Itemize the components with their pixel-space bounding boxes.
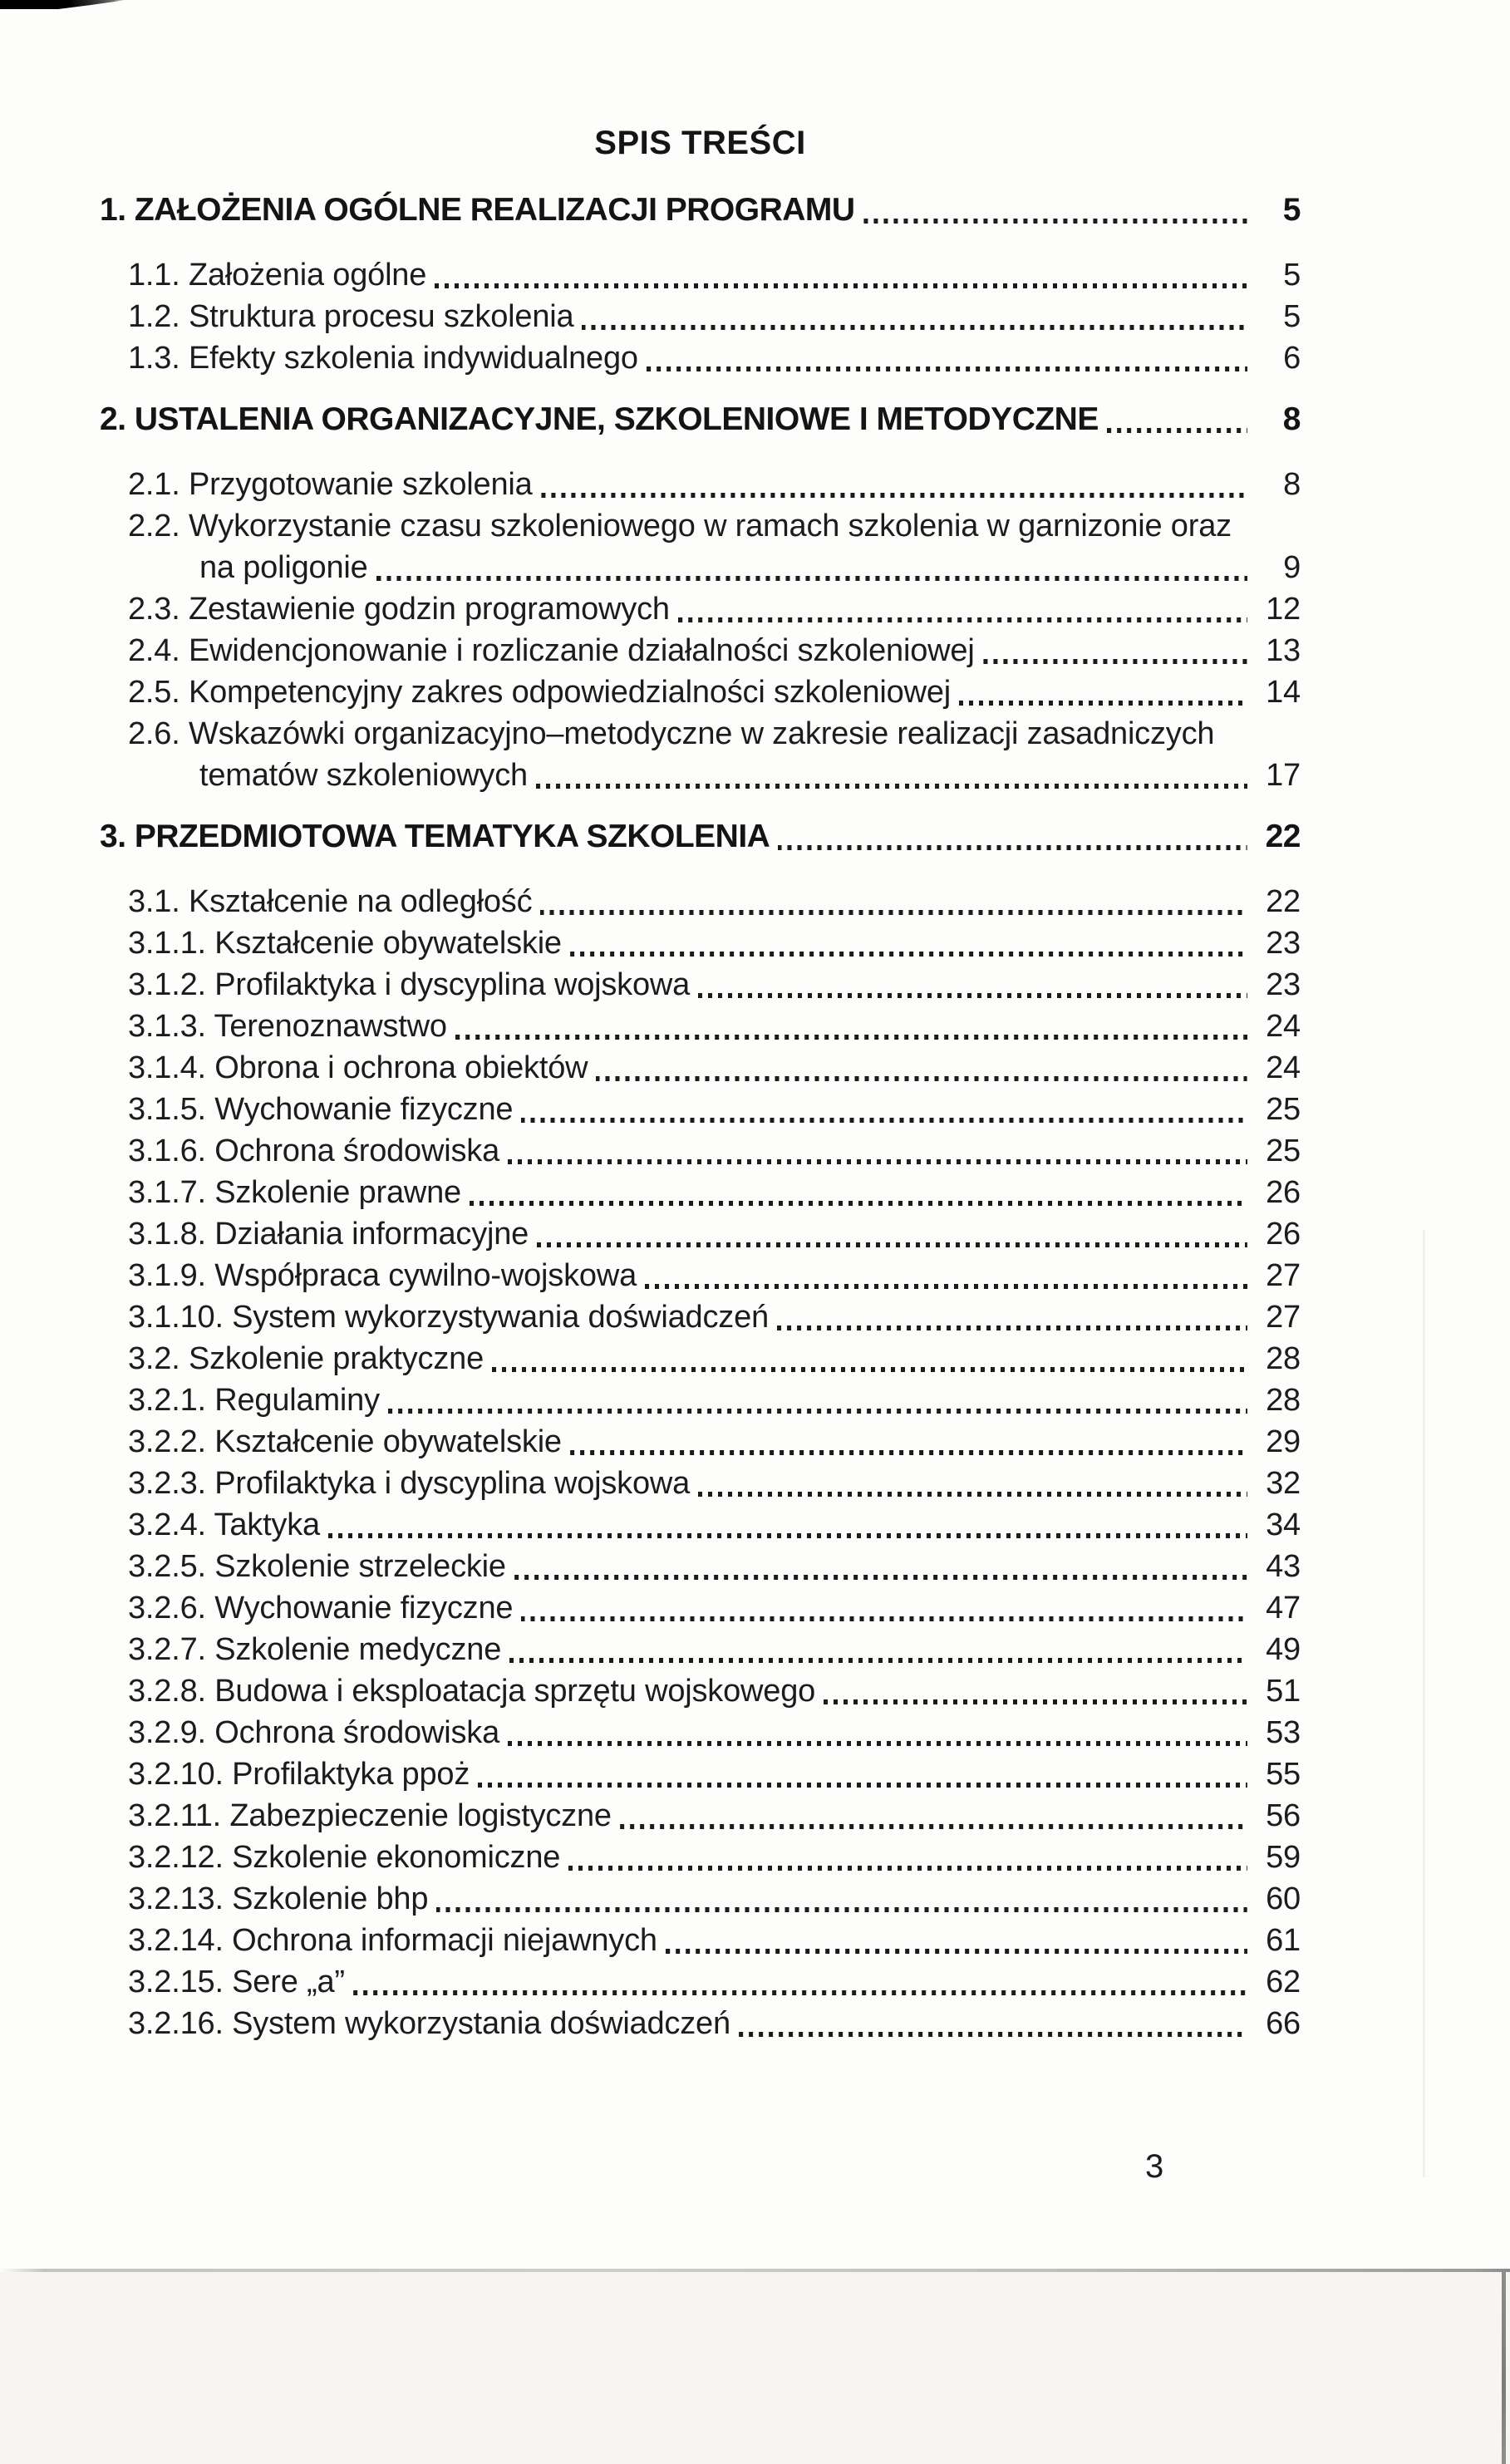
- toc-entry-page: 53: [1266, 1715, 1301, 1750]
- toc-row: [100, 337, 1301, 379]
- toc-entry-text: 2. USTALENIA ORGANIZACYJNE, SZKOLENIOWE I METODYCZNE: [100, 401, 1099, 437]
- footer-page-number: 3: [1145, 2148, 1164, 2185]
- toc-row: [100, 296, 1301, 337]
- toc-entry-text: 3.1.8. Działania informacyjne: [128, 1217, 529, 1252]
- toc-entry-page: 26: [1266, 1175, 1301, 1210]
- toc-entry-text: 3.1.2. Profilaktyka i dyscyplina wojskowa: [128, 967, 691, 1002]
- toc-row: [100, 1753, 1301, 1795]
- toc-entry-text: 2.3. Zestawienie godzin programowych: [128, 592, 670, 627]
- toc-entry-text: na poligonie: [199, 550, 368, 585]
- toc-entry-text: 3.1.7. Szkolenie prawne: [128, 1175, 461, 1210]
- toc-entry-page: 28: [1266, 1383, 1301, 1418]
- dot-leader: [508, 1741, 1247, 1746]
- dot-leader: [509, 1658, 1247, 1663]
- dot-leader: [492, 1367, 1247, 1372]
- toc-row: [100, 1463, 1301, 1504]
- toc-entry-text: 3.2.13. Szkolenie bhp: [128, 1881, 429, 1916]
- dot-leader: [777, 1325, 1247, 1330]
- toc-entry-page: 8: [1282, 401, 1301, 437]
- toc-entry-text: 3.2.8. Budowa i eksploatacja sprzętu wojskowego: [128, 1674, 816, 1709]
- toc-entry-text: tematów szkoleniowych: [199, 758, 528, 793]
- toc-entry-text: 3.1.3. Terenoznawstwo: [128, 1009, 447, 1044]
- dot-leader: [478, 1783, 1247, 1788]
- toc-entry-text: 3.2.15. Sere „a”: [128, 1965, 345, 1999]
- toc-entry-page: 27: [1266, 1300, 1301, 1335]
- toc-entry-text: 3.1. Kształcenie na odległość: [128, 884, 533, 919]
- toc-row: [100, 1421, 1301, 1463]
- toc-entry-page: 47: [1266, 1591, 1301, 1625]
- toc-entry-text: 3.1.6. Ochrona środowiska: [128, 1134, 500, 1168]
- dot-leader: [1107, 428, 1247, 433]
- toc-entry-text: 3. PRZEDMIOTOWA TEMATYKA SZKOLENIA: [100, 819, 770, 854]
- toc-entry-page: 61: [1266, 1923, 1301, 1958]
- dot-leader: [536, 784, 1247, 789]
- dot-leader: [983, 659, 1247, 664]
- dot-leader: [537, 1242, 1247, 1247]
- dot-leader: [353, 1990, 1247, 1995]
- toc-row: [100, 1837, 1301, 1878]
- toc-entry-text: 3.2.10. Profilaktyka ppoż: [128, 1757, 470, 1792]
- toc-row: [100, 1213, 1301, 1255]
- dot-leader: [508, 1159, 1247, 1164]
- toc-row: [100, 964, 1301, 1006]
- toc-row: [100, 881, 1301, 922]
- toc-list: [100, 189, 1301, 2044]
- toc-entry-text: 3.2.7. Szkolenie medyczne: [128, 1632, 502, 1667]
- toc-entry-page: 60: [1266, 1881, 1301, 1916]
- toc-entry-text: 2.6. Wskazówki organizacyjno–metodyczne w zakresie realizacji zasadniczych: [128, 716, 1215, 751]
- toc-entry-page: 62: [1266, 1965, 1301, 1999]
- toc-row: [100, 1795, 1301, 1837]
- toc-entry-page: 14: [1266, 675, 1301, 710]
- toc-entry-page: 25: [1266, 1134, 1301, 1168]
- toc-entry-page: 66: [1266, 2006, 1301, 2041]
- table-of-contents: [100, 125, 1301, 2044]
- toc-entry-page: 5: [1282, 192, 1301, 228]
- toc-entry-text: 2.2. Wykorzystanie czasu szkoleniowego w ramach szkolenia w garnizonie oraz: [128, 509, 1232, 543]
- toc-entry-page: 24: [1266, 1009, 1301, 1044]
- toc-entry-text: 3.1.10. System wykorzystywania doświadczeń: [128, 1300, 769, 1335]
- toc-row: [100, 588, 1301, 630]
- toc-entry-text: 3.2.6. Wychowanie fizyczne: [128, 1591, 514, 1625]
- dot-leader: [778, 845, 1247, 850]
- toc-entry-text: 1.2. Struktura procesu szkolenia: [128, 299, 574, 334]
- dot-leader: [582, 325, 1247, 330]
- toc-row: [100, 189, 1301, 231]
- dot-leader: [388, 1409, 1247, 1414]
- dot-leader: [514, 1575, 1247, 1580]
- toc-entry-text: 3.1.5. Wychowanie fizyczne: [128, 1092, 514, 1127]
- toc-entry-text: 3.2.9. Ochrona środowiska: [128, 1715, 500, 1750]
- toc-entry-text: 3.1.4. Obrona i ochrona obiektów: [128, 1050, 588, 1085]
- toc-entry-page: 49: [1266, 1632, 1301, 1667]
- toc-row: [100, 713, 1301, 755]
- dot-leader: [666, 1949, 1247, 1954]
- toc-row: [100, 1255, 1301, 1296]
- dot-leader: [570, 1450, 1247, 1455]
- toc-entry-text: 2.5. Kompetencyjny zakres odpowiedzialności szkoleniowej: [128, 675, 951, 710]
- toc-row: [100, 1670, 1301, 1712]
- toc-entry-page: 23: [1266, 926, 1301, 961]
- toc-row: [100, 505, 1301, 547]
- toc-row: [100, 1380, 1301, 1421]
- toc-row: [100, 1920, 1301, 1961]
- toc-row: [100, 1047, 1301, 1089]
- toc-entry-text: 3.2.14. Ochrona informacji niejawnych: [128, 1923, 657, 1958]
- toc-entry-page: 23: [1266, 967, 1301, 1002]
- toc-entry-page: 8: [1283, 467, 1301, 502]
- dot-leader: [435, 283, 1247, 288]
- toc-entry-text: 1.3. Efekty szkolenia indywidualnego: [128, 341, 638, 376]
- toc-entry-page: 5: [1283, 299, 1301, 334]
- dot-leader: [620, 1824, 1247, 1829]
- toc-entry-page: 22: [1266, 884, 1301, 919]
- toc-row: [100, 1546, 1301, 1587]
- dot-leader: [863, 219, 1247, 224]
- toc-entry-page: 51: [1266, 1674, 1301, 1709]
- dot-leader: [824, 1699, 1247, 1704]
- dot-leader: [521, 1616, 1247, 1621]
- dot-leader: [521, 1118, 1247, 1123]
- toc-row: [100, 1006, 1301, 1047]
- toc-entry-page: 32: [1266, 1466, 1301, 1501]
- toc-row: [100, 1878, 1301, 1920]
- toc-entry-text: 2.4. Ewidencjonowanie i rozliczanie działalności szkoleniowej: [128, 633, 975, 668]
- toc-entry-page: 13: [1266, 633, 1301, 668]
- toc-row: [100, 816, 1301, 858]
- toc-entry-page: 24: [1266, 1050, 1301, 1085]
- toc-entry-page: 29: [1266, 1424, 1301, 1459]
- toc-entry-text: 1. ZAŁOŻENIA OGÓLNE REALIZACJI PROGRAMU: [100, 192, 855, 228]
- toc-entry-page: 59: [1266, 1840, 1301, 1875]
- toc-entry-page: 55: [1266, 1757, 1301, 1792]
- toc-row: [100, 671, 1301, 713]
- toc-row: [100, 1089, 1301, 1130]
- toc-entry-text: 1.1. Założenia ogólne: [128, 258, 427, 293]
- toc-row: [100, 547, 1301, 588]
- toc-entry-page: 6: [1283, 341, 1301, 376]
- toc-entry-text: 3.2.4. Taktyka: [128, 1507, 320, 1542]
- dot-leader: [568, 1866, 1247, 1871]
- toc-row: [100, 1961, 1301, 2003]
- toc-entry-text: 3.2.11. Zabezpieczenie logistyczne: [128, 1798, 612, 1833]
- scan-artifact-scanner-background: [0, 2272, 1510, 2464]
- dot-leader: [455, 1035, 1247, 1040]
- toc-row: [100, 464, 1301, 505]
- toc-entry-page: 27: [1266, 1258, 1301, 1293]
- toc-row: [100, 254, 1301, 296]
- toc-row: [100, 922, 1301, 964]
- toc-entry-page: 9: [1283, 550, 1301, 585]
- toc-entry-page: 26: [1266, 1217, 1301, 1252]
- dot-leader: [698, 1492, 1247, 1497]
- toc-row: [100, 1296, 1301, 1338]
- toc-entry-text: 3.1.9. Współpraca cywilno-wojskowa: [128, 1258, 637, 1293]
- toc-entry-page: 43: [1266, 1549, 1301, 1584]
- dot-leader: [959, 701, 1247, 706]
- toc-entry-page: 28: [1266, 1341, 1301, 1376]
- toc-row: [100, 1504, 1301, 1546]
- scan-artifact-top-smear: [0, 0, 126, 9]
- toc-row: [100, 630, 1301, 671]
- toc-row: [100, 1172, 1301, 1213]
- scan-artifact-right-edge-line: [1502, 2270, 1506, 2464]
- toc-entry-page: 17: [1266, 758, 1301, 793]
- dot-leader: [698, 993, 1247, 998]
- dot-leader: [596, 1076, 1247, 1081]
- toc-entry-text: 3.2.1. Regulaminy: [128, 1383, 380, 1418]
- toc-entry-text: 3.1.1. Kształcenie obywatelskie: [128, 926, 562, 961]
- toc-row: [100, 399, 1301, 440]
- toc-row: [100, 1629, 1301, 1670]
- scan-artifact-page-edge-line: [0, 2269, 1510, 2272]
- toc-entry-text: 3.2. Szkolenie praktyczne: [128, 1341, 484, 1376]
- toc-entry-page: 12: [1266, 592, 1301, 627]
- toc-entry-page: 22: [1265, 819, 1301, 854]
- dot-leader: [328, 1533, 1247, 1538]
- scan-artifact-right-streak: [1423, 1230, 1425, 2177]
- toc-row: [100, 1712, 1301, 1753]
- toc-entry-text: 2.1. Przygotowanie szkolenia: [128, 467, 533, 502]
- dot-leader: [647, 366, 1247, 371]
- toc-row: [100, 755, 1301, 796]
- dot-leader: [540, 910, 1247, 915]
- toc-row: [100, 1587, 1301, 1629]
- toc-row: [100, 1130, 1301, 1172]
- toc-row: [100, 2003, 1301, 2044]
- dot-leader: [436, 1907, 1247, 1912]
- toc-entry-text: 3.2.16. System wykorzystania doświadczeń: [128, 2006, 730, 2041]
- dot-leader: [678, 617, 1247, 622]
- toc-entry-text: 3.2.5. Szkolenie strzeleckie: [128, 1549, 506, 1584]
- dot-leader: [376, 576, 1247, 581]
- toc-entry-page: 34: [1266, 1507, 1301, 1542]
- page-title: SPIS TREŚCI: [594, 125, 806, 161]
- toc-entry-text: 3.2.2. Kształcenie obywatelskie: [128, 1424, 562, 1459]
- toc-entry-page: 5: [1283, 258, 1301, 293]
- toc-entry-page: 56: [1266, 1798, 1301, 1833]
- toc-entry-page: 25: [1266, 1092, 1301, 1127]
- toc-entry-text: 3.2.3. Profilaktyka i dyscyplina wojskowa: [128, 1466, 691, 1501]
- dot-leader: [541, 493, 1247, 498]
- dot-leader: [570, 952, 1247, 957]
- toc-entry-text: 3.2.12. Szkolenie ekonomiczne: [128, 1840, 561, 1875]
- dot-leader: [470, 1201, 1247, 1206]
- dot-leader: [645, 1284, 1247, 1289]
- dot-leader: [739, 2032, 1247, 2037]
- toc-row: [100, 1338, 1301, 1380]
